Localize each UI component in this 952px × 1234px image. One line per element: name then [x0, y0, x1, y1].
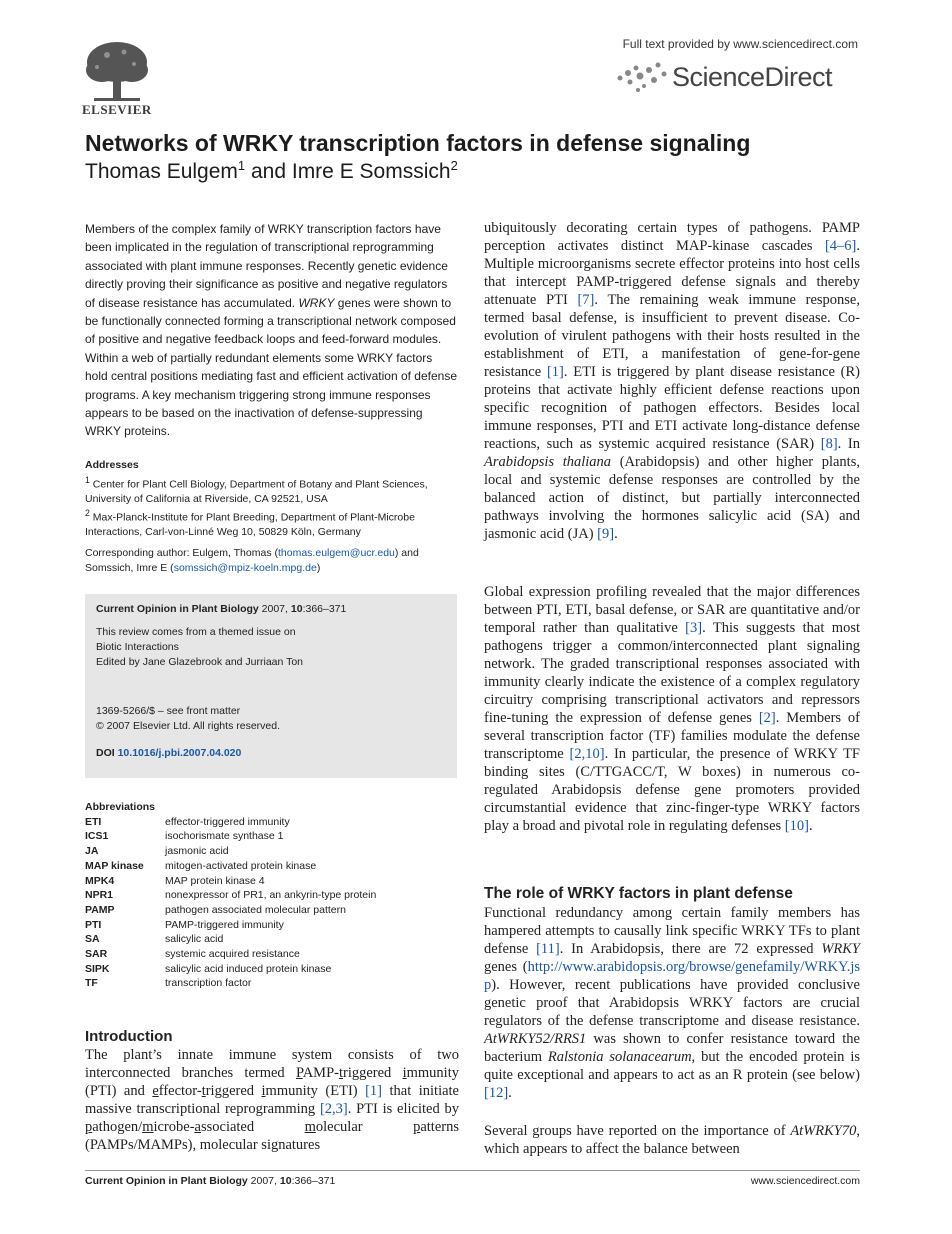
journal-volume: 10: [290, 603, 303, 615]
abbreviation-term: SAR: [85, 948, 108, 961]
abbreviation-row: [85, 903, 457, 918]
publisher-name: ELSEVIER: [82, 102, 152, 117]
theme-line-1: This review comes from a themed issue on: [96, 626, 296, 638]
abbreviation-term: SIPK: [85, 962, 110, 975]
intro-text: athogen/: [92, 1119, 143, 1135]
intro-u: t: [201, 1083, 206, 1099]
address-2-sup: 2: [85, 508, 90, 518]
corresponding-author: [85, 546, 457, 576]
body-text: .: [808, 818, 813, 834]
abbreviation-row: [85, 932, 457, 947]
author-2-affiliation: 2: [450, 158, 458, 173]
corresp-suffix: ): [316, 562, 321, 574]
intro-text: riggered: [343, 1065, 403, 1081]
body-text: , which appears to affect the balance between: [484, 1123, 860, 1157]
abstract-text-1: Members of the complex family of WRKY transcription factors have been implicated in the regulation of transcriptional reprogramming associated with plant immune responses. Recently genetic evidence directly proving their significance as positive and negative regulators of disease resistance has accumulated.: [85, 222, 448, 310]
ref-link[interactable]: [1]: [365, 1083, 383, 1099]
author-2: Imre E Somssich: [291, 160, 451, 183]
fulltext-notice[interactable]: Full text provided by www.sciencedirect.com: [622, 37, 858, 51]
abbreviation-definition: salicylic acid induced protein kinase: [165, 962, 332, 975]
body-text: . In Arabidopsis, there are 72 expressed: [559, 941, 822, 957]
theme-line-2: Biotic Interactions: [96, 641, 179, 653]
doi-label: DOI: [96, 747, 118, 759]
journal-citation: [96, 602, 446, 617]
abstract-italic: WRKY: [298, 295, 335, 310]
intro-text: riggered: [205, 1083, 262, 1099]
abbreviation-definition: effector-triggered immunity: [165, 815, 290, 828]
body-text: .: [614, 526, 618, 542]
ref-link[interactable]: [2]: [758, 710, 776, 726]
abbreviation-row: [85, 815, 457, 830]
abbreviation-row: [85, 844, 457, 859]
abbreviations-heading: Abbreviations: [85, 801, 156, 813]
footer-pages: :366–371: [291, 1175, 336, 1187]
abbreviation-row: [85, 888, 457, 903]
doi-link[interactable]: 10.1016/j.pbi.2007.04.020: [117, 747, 242, 759]
body-text: was shown to confer resistance toward the bacterium: [484, 1031, 860, 1065]
ref-link[interactable]: [11]: [536, 941, 560, 957]
body-text: . In: [837, 436, 860, 452]
body-text: . In particular, the presence of WRKY TF binding sites (C/TTGACC/T, W boxes) in numerous co-regulated Arabidopsis defense gene promoters provided circumstantial evidence that zinc-finger-type WRKY factors play a broad and pivotal role in regulating defenses: [484, 746, 860, 834]
body-paragraph-1: [484, 219, 860, 543]
body-text: ). However, recent publications have provided conclusive genetic proof that Arabidopsis WRKY factors are crucial regulators of the defense transcriptome and disease resistance.: [484, 977, 860, 1029]
intro-u: P: [295, 1065, 303, 1081]
abbreviation-definition: isochorismate synthase 1: [165, 830, 284, 843]
body-paragraph-2: [484, 583, 860, 835]
issn: 1369-5266/$ – see front matter: [96, 705, 241, 717]
intro-text: The plant’s innate immune system consists of two interconnected branches termed: [85, 1047, 459, 1081]
gene-name: AtWRKY70: [790, 1123, 857, 1139]
abbreviation-term: SA: [85, 933, 100, 946]
abbreviation-definition: nonexpressor of PR1, an ankyrin-type protein: [165, 889, 377, 902]
abbreviation-term: JA: [85, 845, 99, 858]
intro-text: AMP-: [302, 1065, 339, 1081]
journal-pages: :366–371: [302, 603, 347, 615]
url-link[interactable]: http://www.arabidopsis.org/browse/genefamily/WRKY.jsp: [484, 959, 860, 993]
body-text: . Members of several transcription factor (TF) families modulate the defense transcriptome: [484, 710, 861, 762]
abbreviation-definition: mitogen-activated protein kinase: [165, 859, 317, 872]
abbreviation-term: TF: [85, 977, 98, 990]
abbreviation-row: [85, 859, 457, 874]
abbreviation-definition: jasmonic acid: [165, 845, 229, 858]
intro-text: icrobe-: [153, 1119, 195, 1135]
species-name: Ralstonia solanacearum: [547, 1049, 692, 1065]
intro-text: that initiate massive transcriptional reprogramming: [85, 1083, 459, 1117]
body-text: genes (: [484, 959, 528, 975]
intro-text: ssociated: [200, 1119, 305, 1135]
corresp-prefix: Corresponding author: Eulgem, Thomas (: [85, 547, 278, 559]
introduction-paragraph: [85, 1046, 459, 1154]
footer-year: 2007,: [247, 1175, 280, 1187]
abbreviation-definition: pathogen associated molecular pattern: [165, 903, 346, 916]
body-text: Several groups have reported on the importance of: [484, 1123, 791, 1139]
copyright: [96, 719, 446, 734]
gene-name: WRKY: [821, 941, 860, 957]
intro-u: i: [402, 1065, 407, 1081]
abbreviation-row: [85, 976, 457, 991]
intro-u: e: [152, 1083, 159, 1099]
intro-u: m: [304, 1119, 316, 1135]
editors: Edited by Jane Glazebrook and Jurriaan Ton: [96, 656, 304, 668]
email-link-1[interactable]: thomas.eulgem@ucr.edu: [278, 547, 395, 559]
abbreviation-term: NPR1: [85, 889, 114, 902]
intro-u: i: [261, 1083, 266, 1099]
email-link-2[interactable]: somssich@mpiz-koeln.mpg.de: [173, 562, 317, 574]
addresses: [85, 458, 457, 540]
intro-text: atterns (PAMPs/MAMPs), molecular signatures: [85, 1119, 459, 1153]
abbreviation-term: MAP kinase: [85, 859, 144, 872]
ref-link[interactable]: [1]: [546, 364, 564, 380]
footer-url[interactable]: www.sciencedirect.com: [750, 1175, 860, 1187]
intro-text: olecular: [315, 1119, 414, 1135]
footer-citation: [85, 1175, 335, 1187]
abbreviation-term: ETI: [85, 815, 102, 828]
ref-link[interactable]: [4–6]: [824, 238, 857, 254]
gene-name: AtWRKY52/RRS1: [484, 1031, 587, 1047]
body-text: . This suggests that most pathogens trigger a common/interconnected plant signaling network. The graded transcriptional responses associated with immunity clearly indicate the existence of a complex regulatory circuitry comprising transcriptional activators and repressors fine-tuning the expression of defense genes: [484, 620, 860, 726]
copyright-text: 2007 Elsevier Ltd. All rights reserved.: [103, 720, 281, 732]
body-text: (Arabidopsis) and other higher plants, local and systemic defense responses are controlled by the balanced action of distinct, but partially interconnected pathways involving the hormones salicylic acid (SA) and jasmonic acid (JA): [484, 454, 860, 542]
abbreviation-row: [85, 947, 457, 962]
abbreviation-definition: transcription factor: [165, 977, 252, 990]
ref-link[interactable]: [9]: [597, 526, 615, 542]
body-paragraph-4: [484, 1122, 860, 1158]
abbreviation-row: [85, 962, 457, 977]
corresp-mid: ) and Somssich, Imre E (: [85, 547, 419, 574]
abbreviation-row: [85, 918, 457, 933]
body-text: , but the encoded protein is quite exceptional and appears to act as an R protein (see below): [484, 1049, 860, 1083]
abbreviation-row: [85, 874, 457, 889]
section-heading-role: The role of WRKY factors in plant defense: [484, 885, 793, 902]
body-text: Functional redundancy among certain family members has hampered attempts to causally link specific WRKY TFs to plant defense: [484, 905, 860, 957]
sciencedirect-brand[interactable]: ScienceDirect: [672, 62, 833, 92]
authors-and: and: [245, 160, 292, 183]
journal-name: Current Opinion in Plant Biology: [96, 603, 259, 615]
intro-u: t: [338, 1065, 343, 1081]
abstract: [85, 220, 457, 441]
author-1: Thomas Eulgem: [85, 160, 238, 183]
abbreviation-term: MPK4: [85, 874, 115, 887]
footer-journal: Current Opinion in Plant Biology: [85, 1175, 248, 1187]
address-1: [85, 473, 457, 507]
intro-text: mmunity (ETI): [265, 1083, 366, 1099]
address-1-sup: 1: [85, 474, 90, 485]
ref-link[interactable]: [8]: [820, 436, 838, 452]
intro-text: . PTI is elicited by: [347, 1101, 459, 1117]
abbreviation-row: [85, 829, 457, 844]
abbreviation-definition: MAP protein kinase 4: [165, 874, 265, 887]
body-text: Global expression profiling revealed that the major differences between PTI, ETI, basal defense, or SAR are quantitative and/or temporal rather than qualitative: [484, 584, 860, 636]
abbreviation-definition: PAMP-triggered immunity: [165, 918, 284, 931]
abbreviation-definition: systemic acquired resistance: [165, 948, 300, 961]
abstract-text-2: genes were shown to be functionally connected forming a transcriptional network composed of positive and negative feedback loops and feed-forward modules. Within a web of partially redundant elements some WRKY factors hold central positions mediating fast and efficient activation of defense programs. A key mechanism triggering strong immune responses appears to be based on the inactivation of defense-suppressing WRKY proteins.: [85, 295, 458, 439]
address-2-text: Max-Planck-Institute for Plant Breeding, Department of Plant-Microbe Interactions, Carl-von-Linné Weg 10, 50829 Köln, Germany: [85, 511, 415, 538]
body-text: . Multiple microorganisms secrete effector proteins into host cells that intercept PAMP-triggered defense signals and thereby attenuate PTI: [484, 238, 860, 308]
author-1-affiliation: 1: [237, 158, 246, 173]
journal-year: 2007,: [258, 603, 291, 615]
body-text: . ETI is triggered by plant disease resistance (R) proteins that activate highly efficient defense reactions upon specific recognition of pathogen effectors. Besides local immune responses, PTI and ETI activate long-distance defense reactions, such as systemic acquired resistance (SAR): [484, 364, 860, 452]
intro-u: m: [142, 1119, 154, 1135]
address-2: [85, 506, 457, 540]
body-text: .: [508, 1085, 512, 1101]
body-text: ubiquitously decorating certain types of pathogens. PAMP perception activates distinct MAP-kinase cascades: [484, 220, 860, 254]
ref-link[interactable]: [7]: [577, 292, 595, 308]
intro-text: mmunity (PTI) and: [85, 1065, 459, 1099]
body-paragraph-3: [484, 904, 860, 1102]
intro-u: a: [194, 1119, 201, 1135]
intro-u: p: [85, 1119, 93, 1135]
ref-link[interactable]: [10]: [784, 818, 809, 834]
introduction-heading: Introduction: [85, 1028, 173, 1045]
abbreviation-term: PTI: [85, 918, 102, 931]
intro-u: p: [413, 1119, 421, 1135]
intro-text: ffector-: [158, 1083, 202, 1099]
species-name: Arabidopsis thaliana: [484, 454, 612, 470]
footer-volume: 10: [279, 1175, 292, 1187]
abbreviations-list: [85, 815, 457, 991]
ref-link[interactable]: [12]: [484, 1085, 509, 1101]
abbreviation-term: PAMP: [85, 903, 115, 916]
abbreviation-term: ICS1: [85, 830, 109, 843]
journal-info-box: [85, 594, 457, 778]
article-title: Networks of WRKY transcription factors in defense signaling: [85, 130, 751, 156]
abbreviations: [85, 800, 457, 991]
ref-link[interactable]: [2,10]: [569, 746, 605, 762]
ref-link[interactable]: [3]: [685, 620, 703, 636]
article-authors: [85, 158, 885, 184]
copyright-icon: ©: [96, 720, 104, 732]
addresses-heading: Addresses: [85, 459, 139, 471]
abbreviation-definition: salicylic acid: [165, 933, 224, 946]
address-1-text: Center for Plant Cell Biology, Department of Botany and Plant Sciences, University of California at Riverside, CA 92521, USA: [85, 478, 428, 505]
doi: [96, 746, 446, 761]
footer-divider: [85, 1170, 860, 1171]
body-text: . The remaining weak immune response, termed basal defense, is insufficient to prevent disease. Co-evolution of virulent pathogens with their hosts resulted in the establishment of ETI, a manifestation of gene-for-gene resistance: [484, 292, 860, 380]
ref-link[interactable]: [2,3]: [319, 1101, 348, 1117]
